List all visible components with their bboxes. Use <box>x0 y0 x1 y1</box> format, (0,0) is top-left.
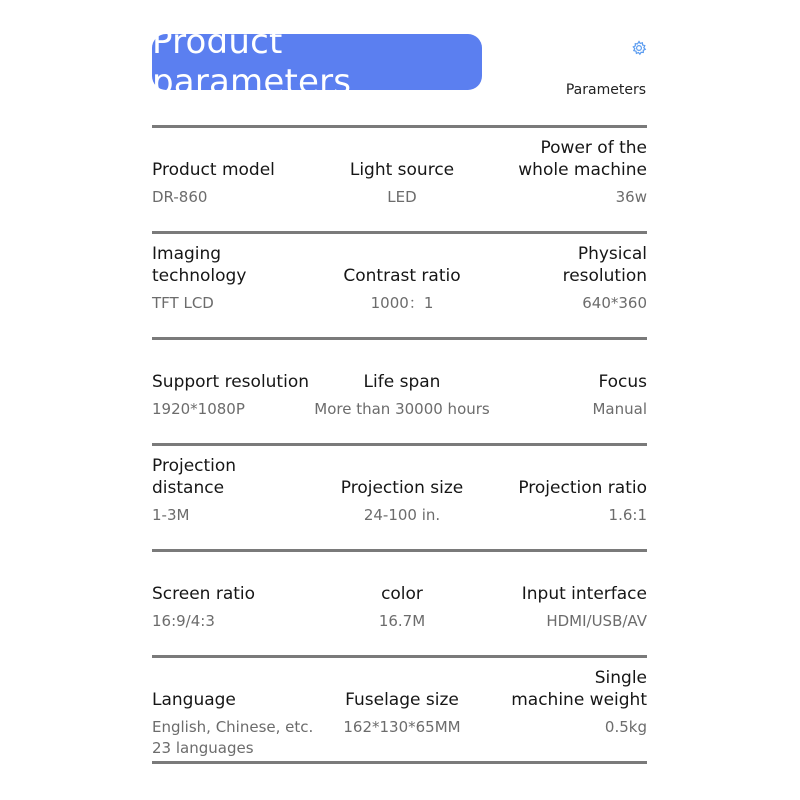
param-value: English, Chinese, etc. 23 languages <box>152 718 314 757</box>
param-value: 640*360 <box>582 294 647 312</box>
table-row <box>152 128 647 231</box>
param-label: Language <box>152 690 236 710</box>
param-label: Physical resolution <box>562 244 647 286</box>
param-label: Projection ratio <box>518 478 647 498</box>
param-label: Product model <box>152 160 275 180</box>
page-title <box>152 22 482 102</box>
param-label: Input interface <box>521 584 647 604</box>
table-cell <box>302 128 502 231</box>
table-cell <box>477 446 647 549</box>
param-label: Power of the whole machine <box>518 138 647 180</box>
table-row <box>152 340 647 443</box>
param-value: HDMI/USB/AV <box>546 612 647 630</box>
param-value: More than 30000 hours <box>314 400 490 418</box>
param-value: 1920*1080P <box>152 400 245 418</box>
table-cell <box>302 234 502 337</box>
param-value: 1.6:1 <box>608 506 647 524</box>
param-value: Manual <box>592 400 647 418</box>
gear-icon <box>631 40 647 56</box>
param-label: Contrast ratio <box>343 266 461 286</box>
table-cell <box>477 552 647 655</box>
table-cell <box>477 234 647 337</box>
table-row <box>152 234 647 337</box>
param-value: 162*130*65MM <box>343 718 461 736</box>
param-value: 16.7M <box>378 612 426 630</box>
param-value: 16:9/4:3 <box>152 612 215 630</box>
param-label: Single machine weight <box>511 668 647 710</box>
param-value: TFT LCD <box>152 294 214 312</box>
page-title-text: Product parameters <box>152 22 352 102</box>
table-row <box>152 658 647 761</box>
table-row <box>152 552 647 655</box>
param-value: DR-860 <box>152 188 208 206</box>
table-cell <box>302 340 502 443</box>
table-cell <box>302 658 502 761</box>
table-cell <box>302 552 502 655</box>
parameters-table <box>152 125 647 764</box>
param-label: Screen ratio <box>152 584 256 604</box>
param-label: Projection size <box>340 478 464 498</box>
subtitle: Parameters <box>565 82 646 98</box>
param-label: Fuselage size <box>345 690 459 710</box>
param-label: Imaging technology <box>152 244 247 286</box>
param-value: 24-100 in. <box>363 506 441 524</box>
param-value: 1-3M <box>152 506 190 524</box>
param-label: Light source <box>349 160 455 180</box>
param-value: 36w <box>615 188 647 206</box>
table-cell <box>302 446 502 549</box>
table-cell <box>477 658 647 761</box>
param-label: color <box>381 584 423 604</box>
param-label: Focus <box>598 372 647 392</box>
param-label: Projection distance <box>152 456 237 498</box>
table-cell <box>477 340 647 443</box>
divider <box>152 761 647 764</box>
table-row <box>152 446 647 549</box>
param-value: 1000：1 <box>370 294 434 312</box>
param-value: 0.5kg <box>604 718 647 736</box>
param-value: LED <box>387 188 417 206</box>
param-label: Support resolution <box>152 372 310 392</box>
table-cell <box>477 128 647 231</box>
param-label: Life span <box>363 372 441 392</box>
